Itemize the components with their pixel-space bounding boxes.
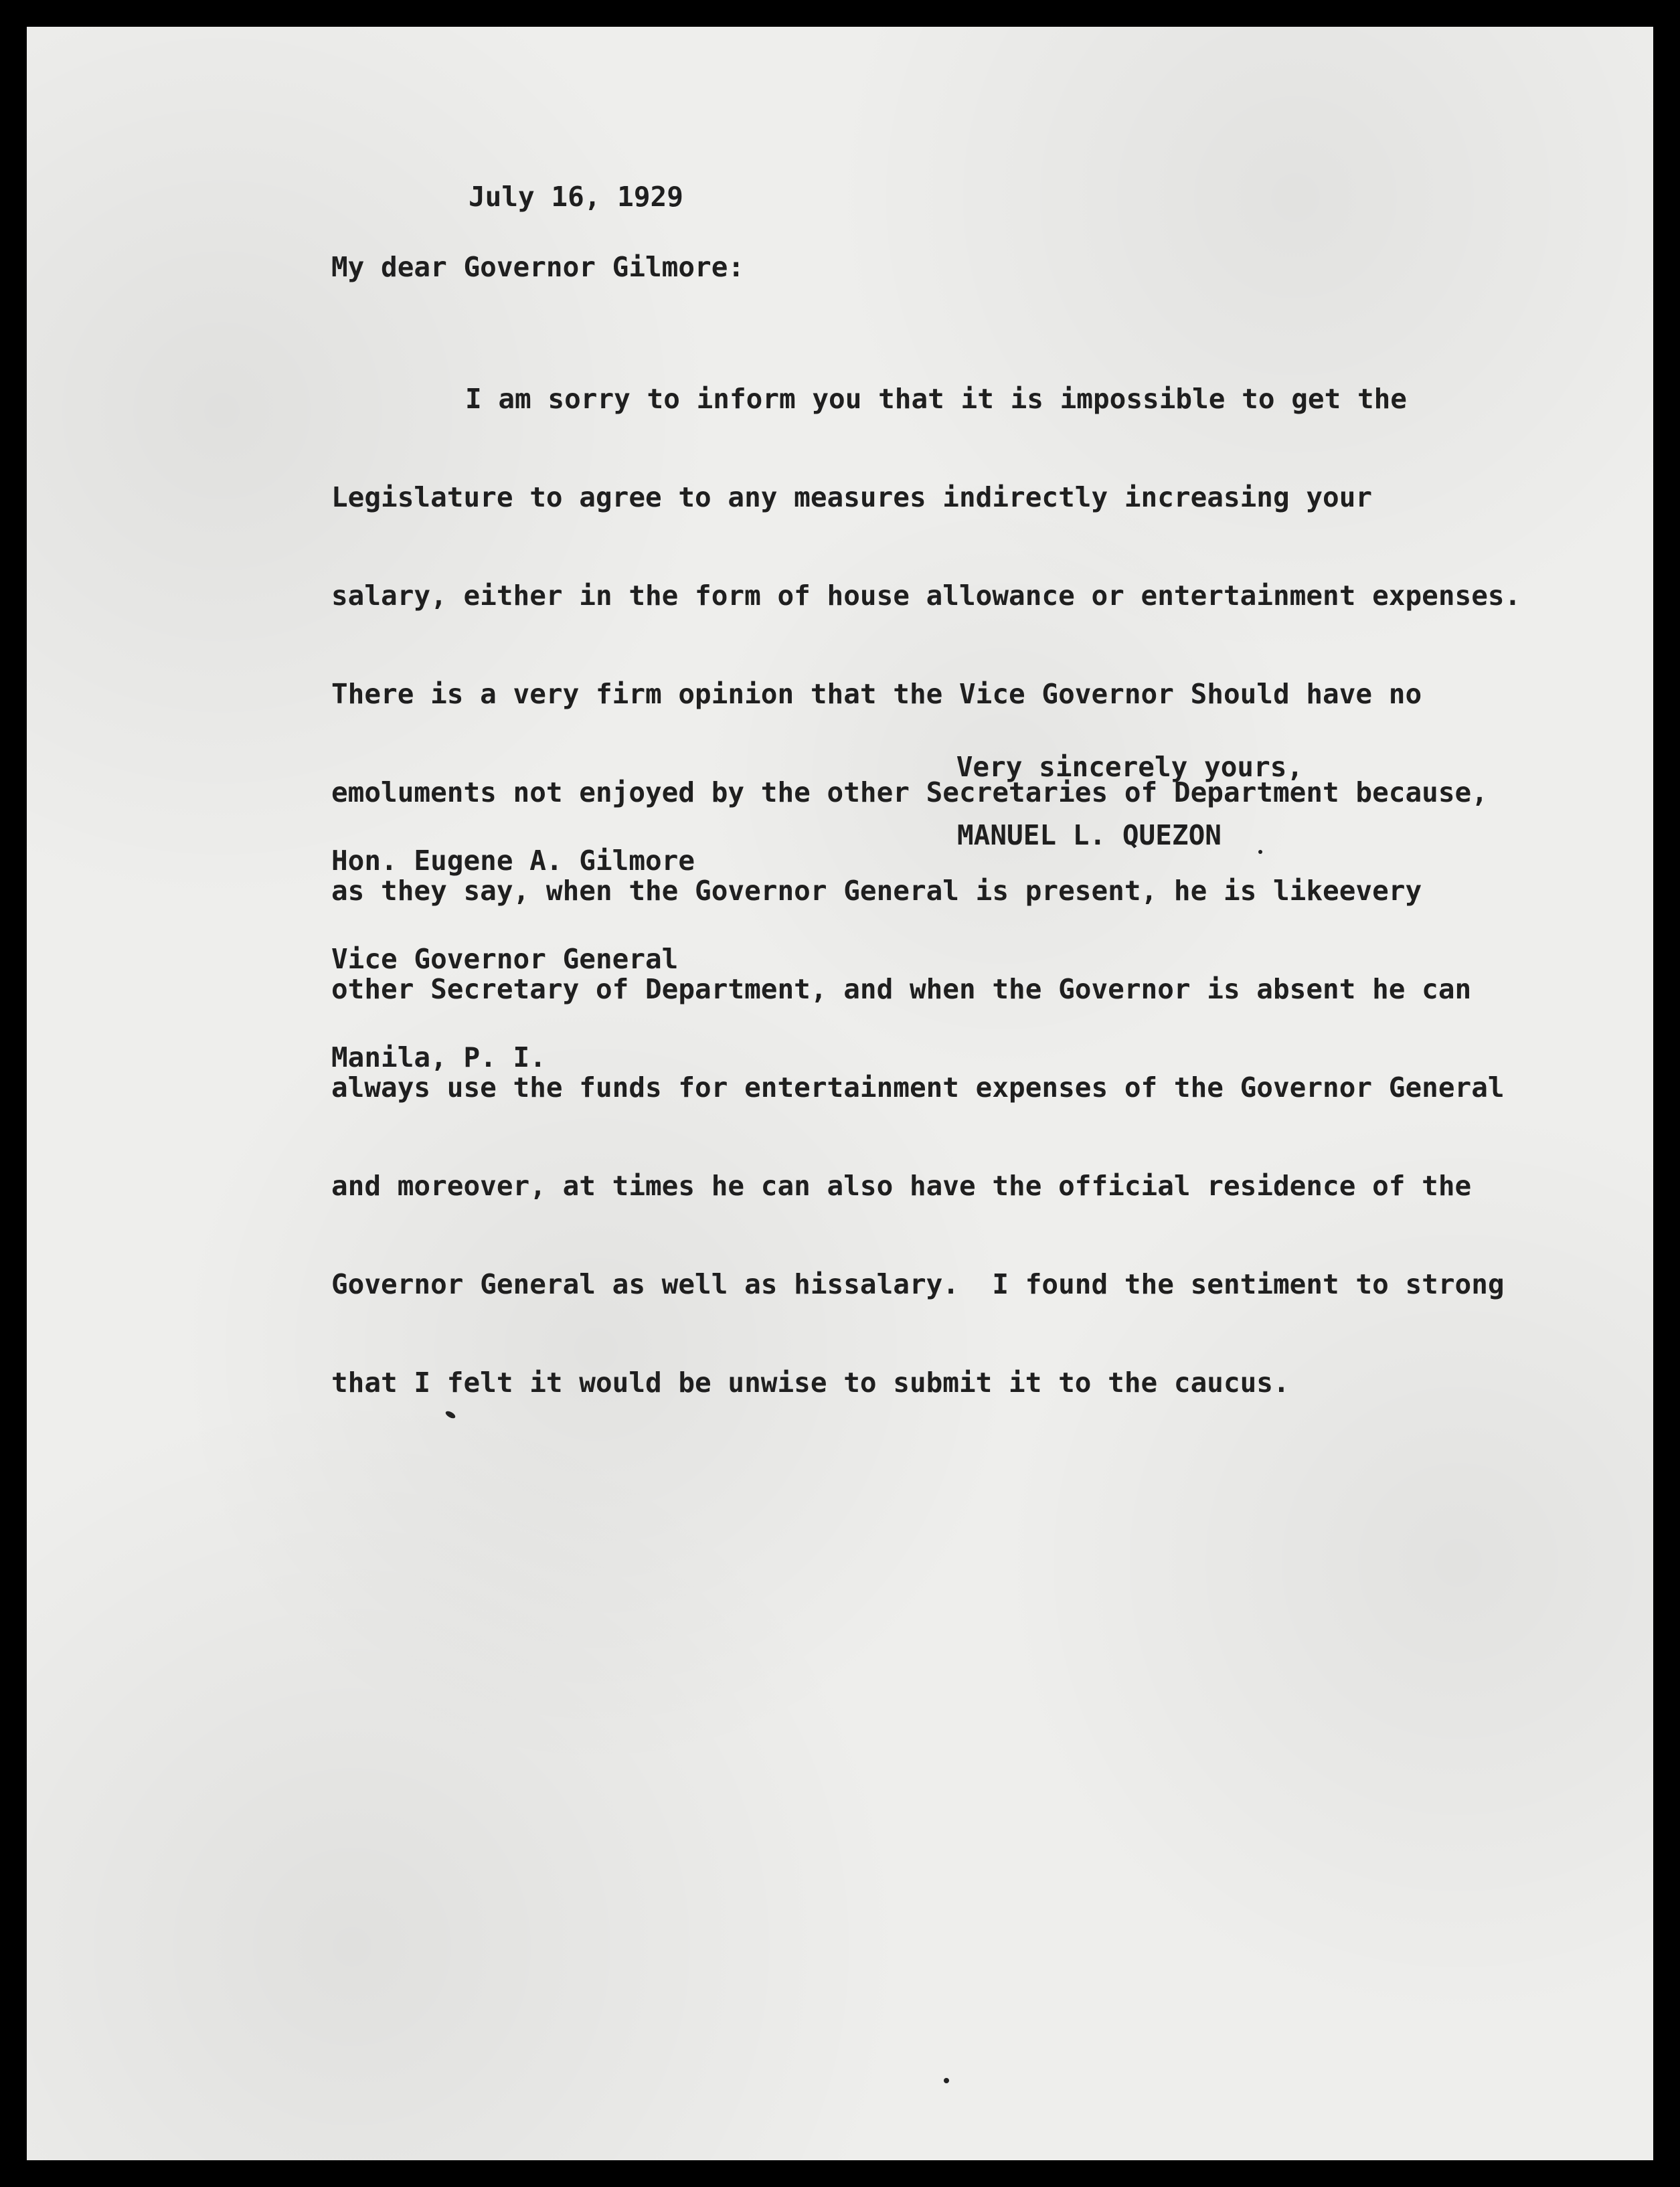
body-line: Legislature to agree to any measures indirectly increasing your — [331, 481, 1373, 513]
body-line: There is a very firm opinion that the Vice Governor Should have no — [331, 678, 1422, 710]
body-line: Governor General as well as hissalary. I found the sentiment to strong — [331, 1268, 1505, 1300]
addressee-block — [331, 780, 695, 1139]
signer-name: MANUEL L. QUEZON — [957, 819, 1222, 851]
ink-speck — [1258, 850, 1262, 854]
body-line: that I felt it would be unwise to submit it to the caucus. — [331, 1367, 1290, 1399]
body-line: always use the funds for entertainment expenses of the Governor General — [331, 1071, 1505, 1104]
body-line: emoluments not enjoyed by the other Secretaries of Department because, — [331, 776, 1488, 808]
body-line: salary, either in the form of house allowance or entertainment expenses. — [331, 580, 1521, 612]
ink-speck — [944, 2078, 949, 2083]
complimentary-close: Very sincerely yours, — [956, 751, 1304, 783]
addressee-line: Manila, P. I. — [331, 1041, 546, 1073]
body-line: other Secretary of Department, and when the Governor is absent he can — [331, 973, 1472, 1005]
addressee-line: Hon. Eugene A. Gilmore — [331, 845, 695, 877]
addressee-line: Vice Governor General — [331, 943, 679, 975]
body-line: and moreover, at times he can also have the official residence of the — [331, 1170, 1472, 1202]
body-line: as they say, when the Governor General is present, he is likeevery — [331, 875, 1422, 907]
closing-block — [890, 716, 1303, 921]
letter-page — [27, 27, 1653, 2160]
letter-date: July 16, 1929 — [469, 181, 683, 213]
body-line: I am sorry to inform you that it is impossible to get the — [465, 383, 1407, 415]
salutation: My dear Governor Gilmore: — [331, 251, 745, 283]
